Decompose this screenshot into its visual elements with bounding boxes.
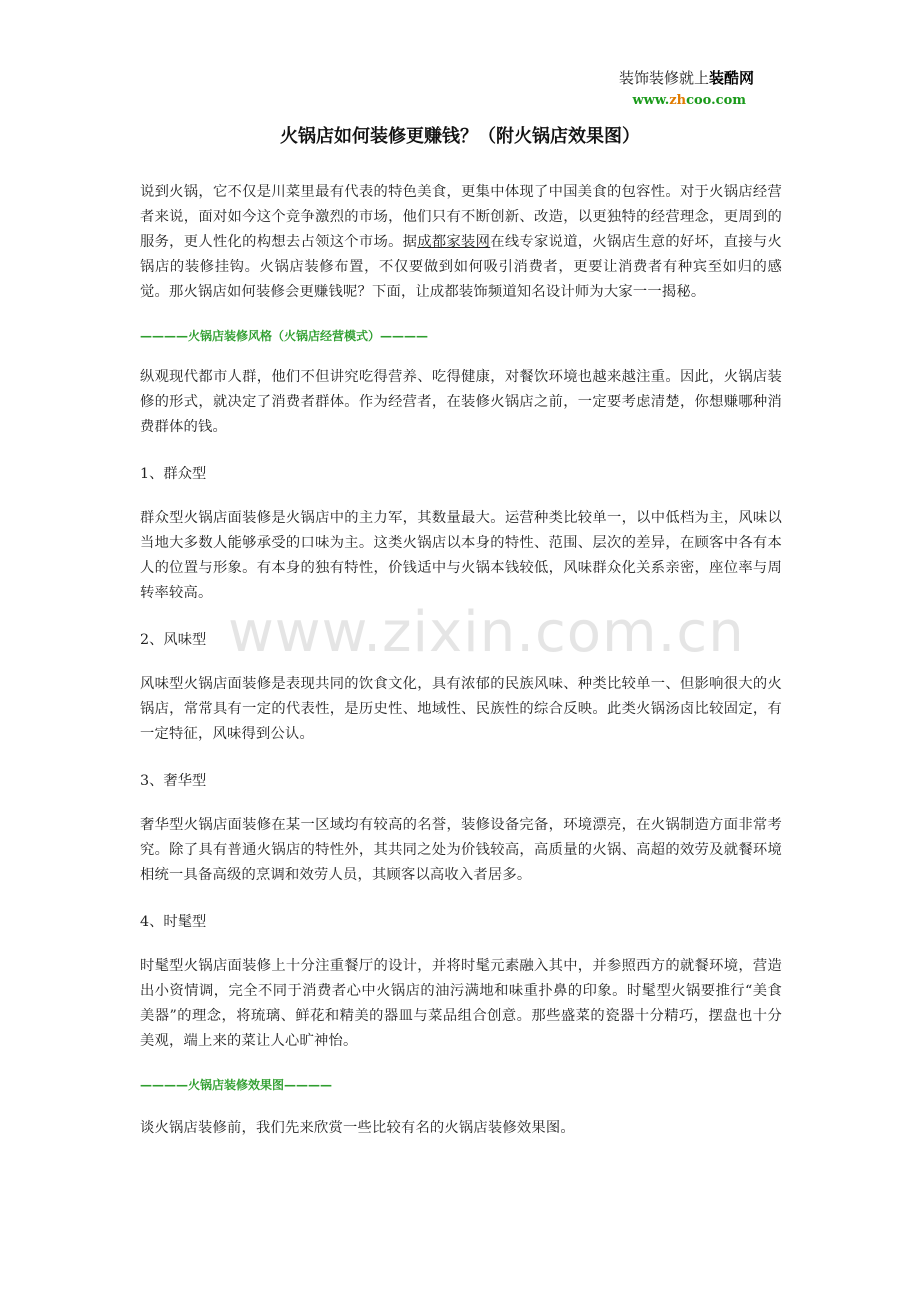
intro-paragraph: 说到火锅，它不仅是川菜里最有代表的特色美食，更集中体现了中国美食的包容性。对于火锅店经营者来说，面对如今这个竞争激烈的市场，他们只有不断创新、改造，以更独特的经营理念，更周到的服务，更人性化的构想去占领这个市场。据成都家装网在线专家说道，火锅店生意的好坏，直接与火锅店的装修挂钩。火锅店装修布置，不仅要做到如何吸引消费者，更要让消费者有种宾至如归的感觉。那火锅店如何装修会更赚钱呢？下面，让成都装饰频道知名设计师为大家一一揭秘。	[140, 184, 782, 300]
section-heading-gallery: ————火锅店装修效果图————	[140, 1078, 333, 1092]
site-url[interactable]: www.zhcoo.com	[632, 93, 746, 108]
type-body: 奢华型火锅店面装修在某一区域均有较高的名誉，装修设备完备，环境漂亮，在火锅制造方面非常考究。除了具有普通火锅店的特性外，其共同之处为价钱较高，高质量的火锅、高超的效劳及就餐环境相统一具备高级的烹调和效劳人员，其顾客以高收入者居多。	[140, 817, 782, 883]
site-tagline: 装饰装修就上装酷网	[618, 69, 754, 87]
type-body: 时髦型火锅店面装修上十分注重餐厅的设计，并将时髦元素融入其中，并参照西方的就餐环境，营造出小资情调，完全不同于消费者心中火锅店的油污满地和味重扑鼻的印象。时髦型火锅要推行“美食美器”的理念，将琉璃、鲜花和精美的器皿与菜品组合创意。那些盛菜的瓷器十分精巧，摆盘也十分美观，端上来的菜让人心旷神怡。	[140, 958, 782, 1049]
chengdu-home-link[interactable]: 成都家装网	[417, 234, 491, 250]
site-header	[619, 68, 754, 110]
section1-intro: 纵观现代都市人群，他们不但讲究吃得营养、吃得健康，对餐饮环境也越来越注重。因此，火锅店装修的形式，就决定了消费者群体。作为经营者，在装修火锅店之前，一定要考虑清楚，你想赚哪种消费群体的钱。	[140, 369, 782, 435]
type-heading: 4、时髦型	[140, 914, 207, 930]
closing-paragraph: 谈火锅店装修前，我们先来欣赏一些比较有名的火锅店装修效果图。	[140, 1120, 575, 1136]
watermark: www.zixin.com.cn	[228, 600, 745, 665]
type-heading: 2、风味型	[140, 632, 207, 648]
type-heading: 3、奢华型	[140, 773, 207, 789]
type-body: 群众型火锅店面装修是火锅店中的主力军，其数量最大。运营种类比较单一，以中低档为主，风味以当地大多数人能够承受的口味为主。这类火锅店以本身的特性、范围、层次的差异，在顾客中各有本人的位置与形象。有本身的独有特性，价钱适中与火锅本钱较低，风味群众化关系亲密，座位率与周转率较高。	[140, 510, 782, 601]
page-title: 火锅店如何装修更赚钱？（附火锅店效果图）	[280, 126, 640, 147]
site-brand: 装酷网	[708, 69, 754, 87]
section-heading-style: ————火锅店装修风格（火锅店经营模式）————	[140, 329, 429, 343]
type-body: 风味型火锅店面装修是表现共同的饮食文化，具有浓郁的民族风味、种类比较单一、但影响很大的火锅店，常常具有一定的代表性，是历史性、地域性、民族性的综合反映。此类火锅汤卤比较固定，有一定特征，风味得到公认。	[140, 676, 782, 742]
type-heading: 1、群众型	[140, 466, 207, 482]
